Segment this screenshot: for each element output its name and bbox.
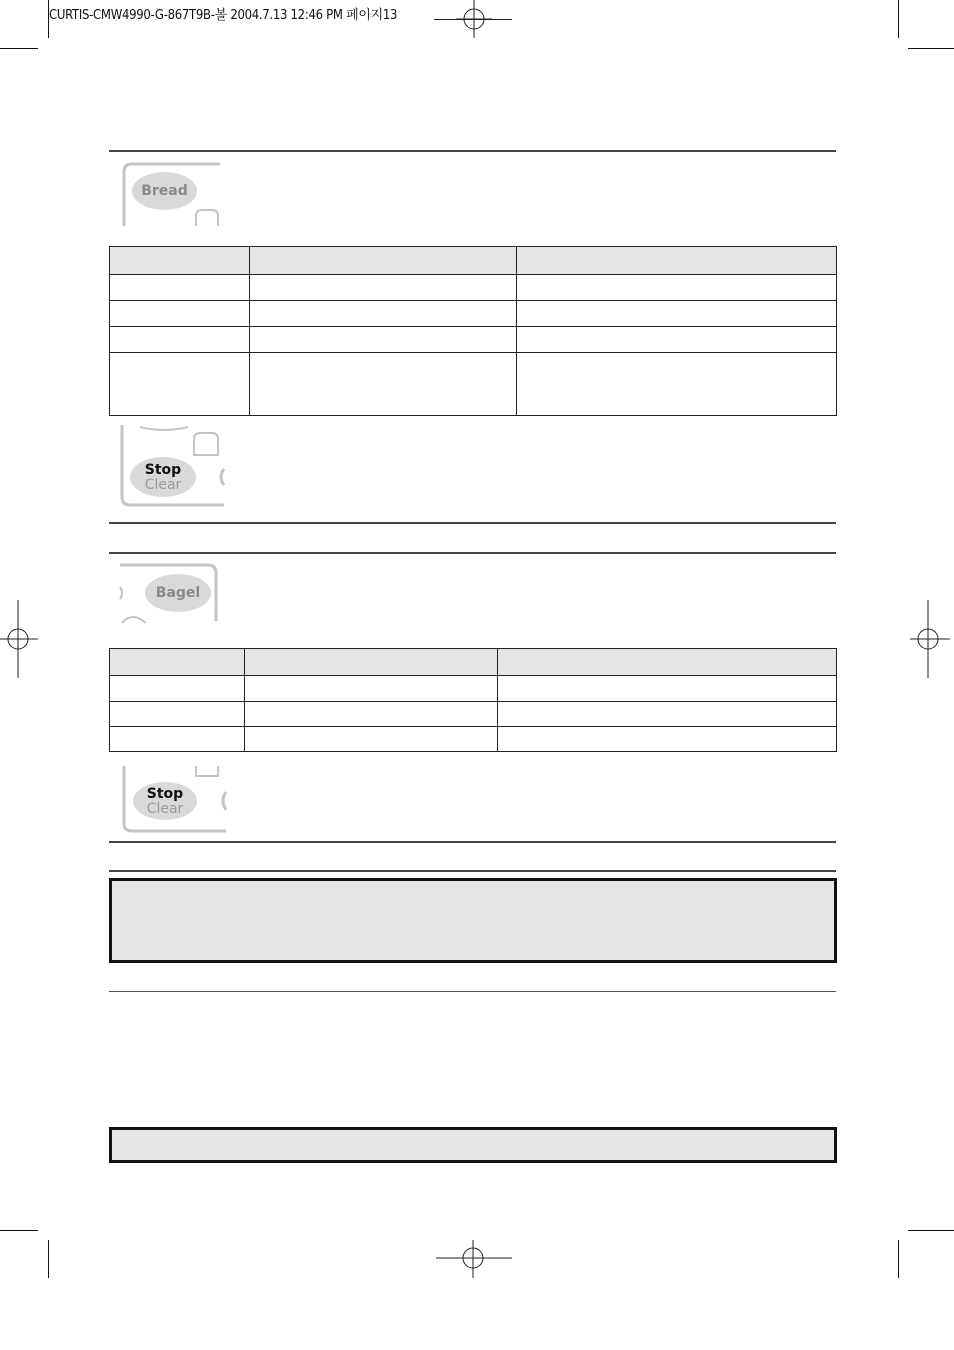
crop-mark [0,1230,38,1231]
registration-mark-icon [436,1240,512,1278]
clear-label: Clear [146,800,184,817]
table-row [110,301,837,327]
table-header-row [110,247,837,275]
stop-clear-button[interactable] [133,782,197,820]
clear-label: Clear [144,476,182,493]
crop-mark [48,1240,49,1278]
registration-mark-icon [456,0,492,38]
section-rule [109,870,836,872]
section-rule [109,991,836,992]
table-header-row [110,649,837,676]
bread-table [109,246,837,416]
note-box [109,1127,837,1163]
registration-mark-icon [0,600,38,678]
table-row [110,676,837,702]
table-row [110,327,837,353]
bagel-table [109,648,837,752]
stop-label: Stop [144,461,182,478]
table-row [110,275,837,301]
stop-label: Stop [146,785,184,802]
table-row [110,702,837,727]
section-rule [109,522,836,524]
crop-mark [898,1240,899,1278]
crop-mark [908,1230,954,1231]
section-rule [109,552,836,554]
registration-mark-icon [910,600,950,678]
section-rule [109,841,836,843]
table-row [110,727,837,752]
bagel-button-panel [110,563,222,625]
bagel-button[interactable] [145,574,211,612]
print-header: CURTIS-CMW4990-G-867T9B-볼 2004.7.13 12:46 PM 페이지13 [49,8,398,23]
table-row [110,353,837,416]
bagel-stop-clear-panel [110,766,228,834]
crop-mark [48,0,49,38]
bread-button[interactable] [132,172,197,210]
bread-stop-clear-panel [110,425,226,509]
stop-clear-button[interactable] [130,457,196,497]
crop-mark [908,48,954,49]
bagel-button-label: Bagel [155,585,201,601]
bread-button-panel [110,160,222,228]
note-box [109,878,837,963]
bread-button-label: Bread [141,183,188,199]
crop-mark [0,48,38,49]
crop-mark [898,0,899,38]
section-rule [109,150,836,152]
